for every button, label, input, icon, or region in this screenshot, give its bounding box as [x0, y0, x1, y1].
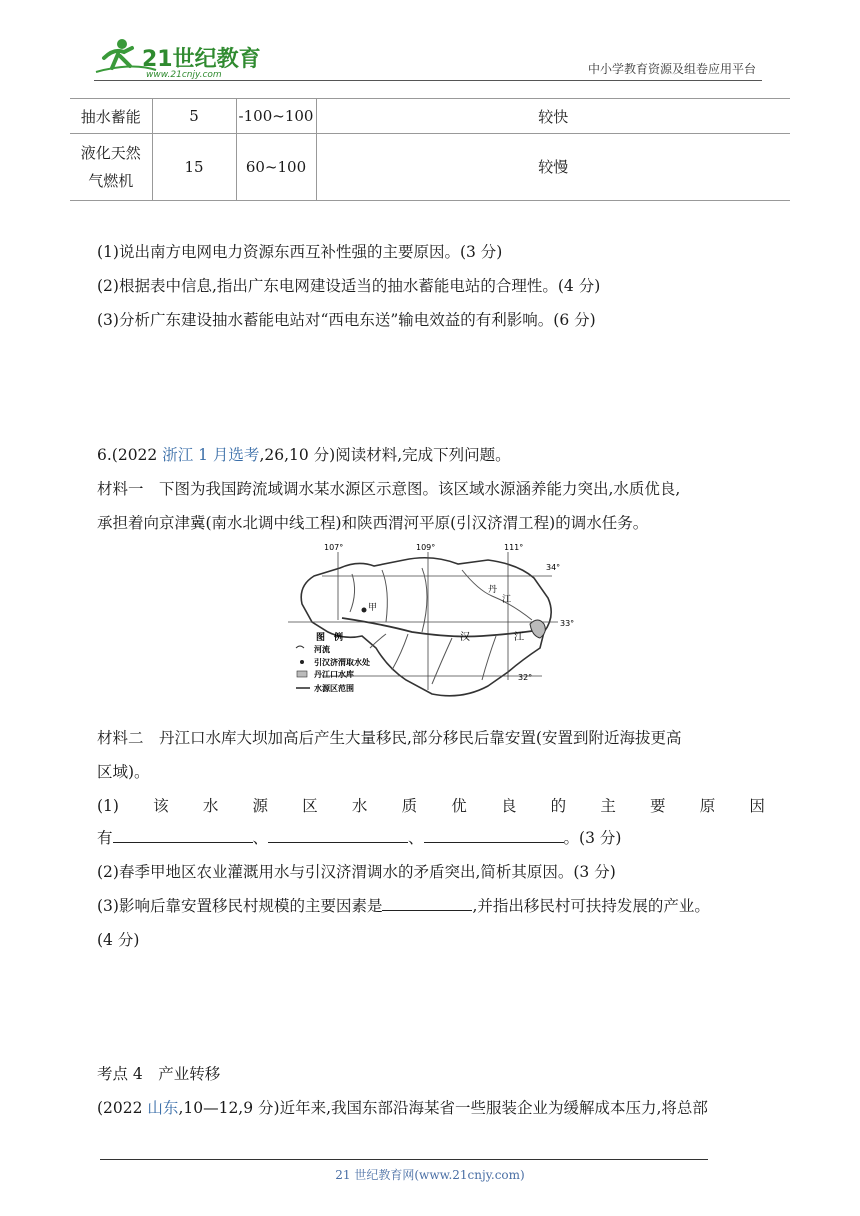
legend-item: 丹江口水库	[314, 669, 354, 679]
intake-point-icon	[362, 608, 367, 613]
material-1-line-1: 材料一 下图为我国跨流域调水某水源区示意图。该区域水源涵养能力突出,水质优良,	[97, 480, 681, 498]
legend-title: 图 例	[316, 633, 344, 643]
table-cell: 15	[152, 134, 236, 201]
separator: 、	[408, 829, 424, 847]
intro-source: 山东	[147, 1099, 179, 1117]
river-branch	[462, 570, 532, 620]
section-4-title: 考点 4 产业转移	[97, 1065, 221, 1083]
answer-blank[interactable]	[424, 828, 564, 843]
legend-river-icon	[296, 646, 304, 648]
answer-blank[interactable]	[113, 828, 253, 843]
q6-heading	[97, 445, 511, 465]
q6-source: 浙江 1 月选考	[162, 446, 260, 464]
table-row	[70, 99, 790, 134]
legend-item: 水源区范围	[314, 683, 354, 693]
lat-label: 32°	[518, 673, 533, 682]
word: 原	[699, 797, 716, 815]
label-jiang2: 江	[502, 595, 512, 605]
label-jia: 甲	[368, 603, 378, 613]
energy-table	[70, 98, 790, 201]
river-branch	[370, 634, 386, 648]
table-cell: 液化天然气燃机	[70, 134, 152, 201]
lat-label: 33°	[560, 619, 575, 628]
question-5-3: (3)分析广东建设抽水蓄能电站对“西电东送”输电效益的有利影响。(6 分)	[97, 311, 596, 329]
water-source-map	[282, 540, 582, 712]
platform-title: 中小学教育资源及组卷应用平台	[587, 62, 756, 76]
table-cell: 较快	[316, 99, 790, 134]
q6-question-3-line-2: (4 分)	[97, 931, 140, 949]
table-cell: 较慢	[316, 134, 790, 201]
word: 因	[749, 797, 765, 815]
word: 源	[252, 797, 269, 815]
label-han: 汉	[460, 632, 470, 643]
table-row	[70, 134, 790, 201]
legend-intake-icon	[300, 660, 304, 664]
river-branch	[482, 636, 496, 680]
q6-question-1-line-2	[97, 828, 621, 848]
word: 主	[600, 797, 616, 815]
question-text: ,并指出移民村可扶持发展的产业。	[472, 897, 710, 915]
word: (1)	[97, 797, 119, 815]
q6-question-1-line-1	[97, 796, 765, 816]
q6-prefix: 6.(2022	[97, 446, 163, 464]
separator: 、	[252, 829, 269, 847]
table-cell: 60~100	[236, 134, 316, 201]
material-2-line-2: 区域)。	[97, 763, 150, 781]
word: 水	[202, 797, 219, 815]
question-5-1: (1)说出南方电网电力资源东西互补性强的主要原因。(3 分)	[97, 243, 503, 261]
word: 区	[302, 797, 318, 815]
score: 。(3 分)	[563, 829, 622, 847]
reservoir-icon	[530, 620, 545, 638]
label-jiang: 江	[514, 632, 524, 643]
word: 要	[650, 797, 666, 815]
q6-question-3-line-1	[97, 896, 710, 916]
answer-blank[interactable]	[268, 828, 408, 843]
intro-prefix: (2022	[97, 1099, 148, 1117]
lat-label: 34°	[546, 563, 561, 572]
legend-item: 河流	[314, 644, 330, 654]
lon-label: 107°	[324, 543, 344, 552]
intro-suffix: ,10—12,9 分)近年来,我国东部沿海某省一些服装企业为缓解成本压力,将总部	[178, 1099, 708, 1117]
section-4-intro	[97, 1098, 708, 1118]
legend-reservoir-icon	[297, 671, 307, 677]
header-divider	[94, 80, 762, 81]
word: 该	[153, 797, 169, 815]
site-logo	[92, 36, 262, 80]
material-1-line-2: 承担着向京津冀(南水北调中线工程)和陕西渭河平原(引汉济渭工程)的调水任务。	[97, 514, 649, 532]
label-dan: 丹	[488, 585, 498, 595]
q6-question-2: (2)春季甲地区农业灌溉用水与引汉济渭调水的矛盾突出,简析其原因。(3 分)	[97, 863, 616, 881]
logo-text: 21世纪教育	[142, 47, 261, 72]
lon-label: 109°	[416, 543, 436, 552]
river-branch	[432, 638, 452, 684]
river-branch	[392, 634, 408, 670]
question-text: (3)影响后靠安置移民村规模的主要因素是	[97, 897, 383, 915]
table-cell: 抽水蓄能	[70, 99, 152, 134]
footer-divider	[100, 1159, 708, 1160]
table-cell: 5	[152, 99, 236, 134]
river-branch	[382, 570, 387, 622]
river-branch	[422, 568, 427, 632]
footer-text: 21 世纪教育网(www.21cnjy.com)	[335, 1168, 525, 1182]
q6-suffix: ,26,10 分)阅读材料,完成下列问题。	[259, 446, 511, 464]
word: 质	[401, 797, 418, 815]
map-legend	[296, 631, 370, 693]
word: 水	[351, 797, 368, 815]
word: 优	[451, 797, 467, 815]
answer-blank[interactable]	[382, 896, 472, 911]
legend-item: 引汉济渭取水处	[314, 657, 370, 667]
question-5-2: (2)根据表中信息,指出广东电网建设适当的抽水蓄能电站的合理性。(4 分)	[97, 277, 601, 295]
lon-label: 111°	[504, 543, 524, 552]
word: 有	[97, 829, 113, 847]
table-cell: -100~100	[236, 99, 316, 134]
material-2-line-1: 材料二 丹江口水库大坝加高后产生大量移民,部分移民后靠安置(安置到附近海拔更高	[97, 729, 682, 747]
word: 良	[500, 797, 517, 815]
river-branch	[350, 574, 355, 612]
han-river	[342, 618, 540, 637]
word: 的	[550, 797, 567, 815]
logo-url: www.21cnjy.com	[146, 70, 222, 80]
